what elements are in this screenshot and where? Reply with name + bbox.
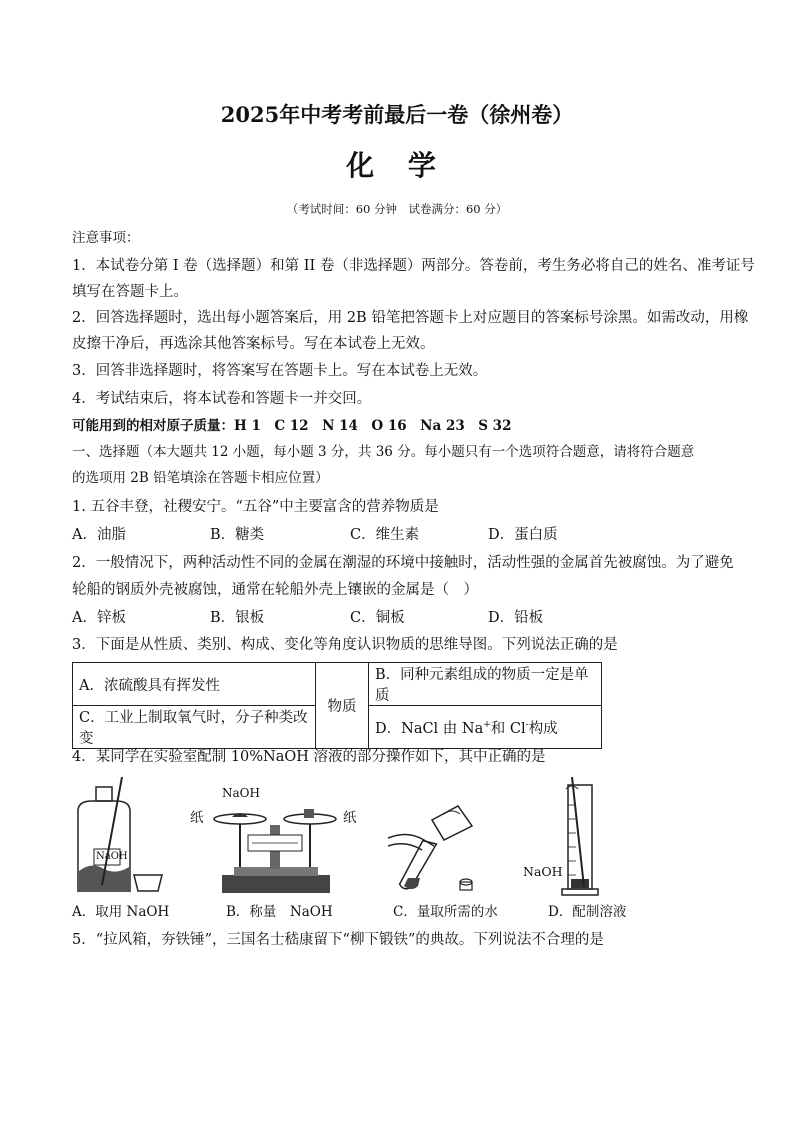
note-2b: 皮擦干净后，再选涂其他答案标号。写在本试卷上无效。 [72, 336, 435, 352]
question-4-stem: 4．某同学在实验室配制 10%NaOH 溶液的部分操作如下，其中正确的是 [72, 749, 546, 765]
exam-info: （考试时间：60 分钟 试卷满分：60 分） [286, 202, 508, 216]
q4-option-d: D．配制溶液 [548, 904, 627, 920]
q3-cell-center: 物质 [316, 663, 369, 749]
figure-b-balance-icon [210, 795, 340, 897]
q3-cell-c: C．工业上制取氧气时，分子种类改变 [73, 706, 316, 749]
q4-option-b: B．称量 NaOH [226, 904, 333, 920]
q2-option-a: A．锌板 [72, 610, 126, 626]
note-3: 3．回答非选择题时，将答案写在答题卡上。写在本试卷上无效。 [72, 363, 488, 379]
q3-d-suffix: 构成 [528, 720, 558, 737]
atomic-masses: 可能用到的相对原子质量：H 1 C 12 N 14 O 16 Na 23 S 32 [72, 418, 512, 434]
q1-option-d: D．蛋白质 [488, 527, 558, 543]
question-2-stem1: 2．一般情况下，两种活动性不同的金属在潮湿的环境中接触时，活动性强的金属首先被腐蚀。为了避免 [72, 555, 734, 571]
q2-option-b: B．银板 [210, 610, 265, 626]
q1-option-c: C．维生素 [350, 527, 420, 543]
q3-mindmap-table [72, 662, 602, 749]
q2-option-c: C．铜板 [350, 610, 405, 626]
subject-title: 化 学 [346, 149, 448, 182]
q3-cell-d [369, 706, 602, 749]
q1-option-b: B．糖类 [210, 527, 265, 543]
q2-option-d: D．铅板 [488, 610, 544, 626]
note-1b: 填写在答题卡上。 [72, 284, 188, 300]
figure-b-paper-right: 纸 [343, 810, 357, 826]
q4-option-a: A．取用 NaOH [72, 904, 170, 920]
q3-d-mid: 和 Cl [490, 720, 526, 737]
notes-heading: 注意事项： [72, 230, 140, 246]
figure-d-cylinder-icon [560, 775, 610, 897]
q3-cell-b: B．同种元素组成的物质一定是单质 [369, 663, 602, 706]
figure-a-label: NaOH [96, 851, 128, 862]
q3-d-prefix: D．NaCl 由 Na [375, 720, 484, 737]
q3-d-sup2: - [525, 719, 529, 730]
section-1-line1: 一、选择题（本大题共 12 小题，每小题 3 分，共 36 分。每小题只有一个选项符合题意，请将符合题意 [72, 444, 695, 460]
exam-title: 2025年中考考前最后一卷（徐州卷） [220, 102, 574, 127]
figure-c-pouring-icon [388, 800, 488, 897]
q1-option-a: A．油脂 [72, 527, 126, 543]
figure-d-naoh-label: NaOH [523, 864, 563, 879]
question-3-stem: 3．下面是从性质、类别、构成、变化等角度认识物质的思维导图。下列说法正确的是 [72, 637, 618, 653]
q4-option-c: C．量取所需的水 [393, 904, 498, 920]
note-2a: 2．回答选择题时，选出每小题答案后，用 2B 铅笔把答题卡上对应题目的答案标号涂黑。如需改动，用橡 [72, 310, 749, 326]
question-2-stem2: 轮船的钢质外壳被腐蚀，通常在轮船外壳上镶嵌的金属是（ ） [72, 582, 478, 598]
note-1a: 1．本试卷分第 I 卷（选择题）和第 II 卷（非选择题）两部分。答卷前，考生务必将自己的姓名、准考证号 [72, 258, 755, 274]
q3-cell-a: A．浓硫酸具有挥发性 [73, 663, 316, 706]
figure-b-paper-left: 纸 [190, 810, 204, 826]
figure-b-naoh-label: NaOH [222, 786, 260, 800]
section-1-line2: 的选项用 2B 铅笔填涂在答题卡相应位置） [72, 470, 329, 486]
question-1-stem: 1. 五谷丰登，社稷安宁。“五谷”中主要富含的营养物质是 [72, 499, 439, 515]
figure-a-bottle-icon [72, 775, 172, 897]
note-4: 4．考试结束后，将本试卷和答题卡一并交回。 [72, 391, 372, 407]
q3-d-sup1: + [483, 719, 491, 730]
question-5-stem: 5．“拉风箱，夯铁锤”，三国名士嵇康留下“柳下锻铁”的典故。下列说法不合理的是 [72, 932, 604, 948]
